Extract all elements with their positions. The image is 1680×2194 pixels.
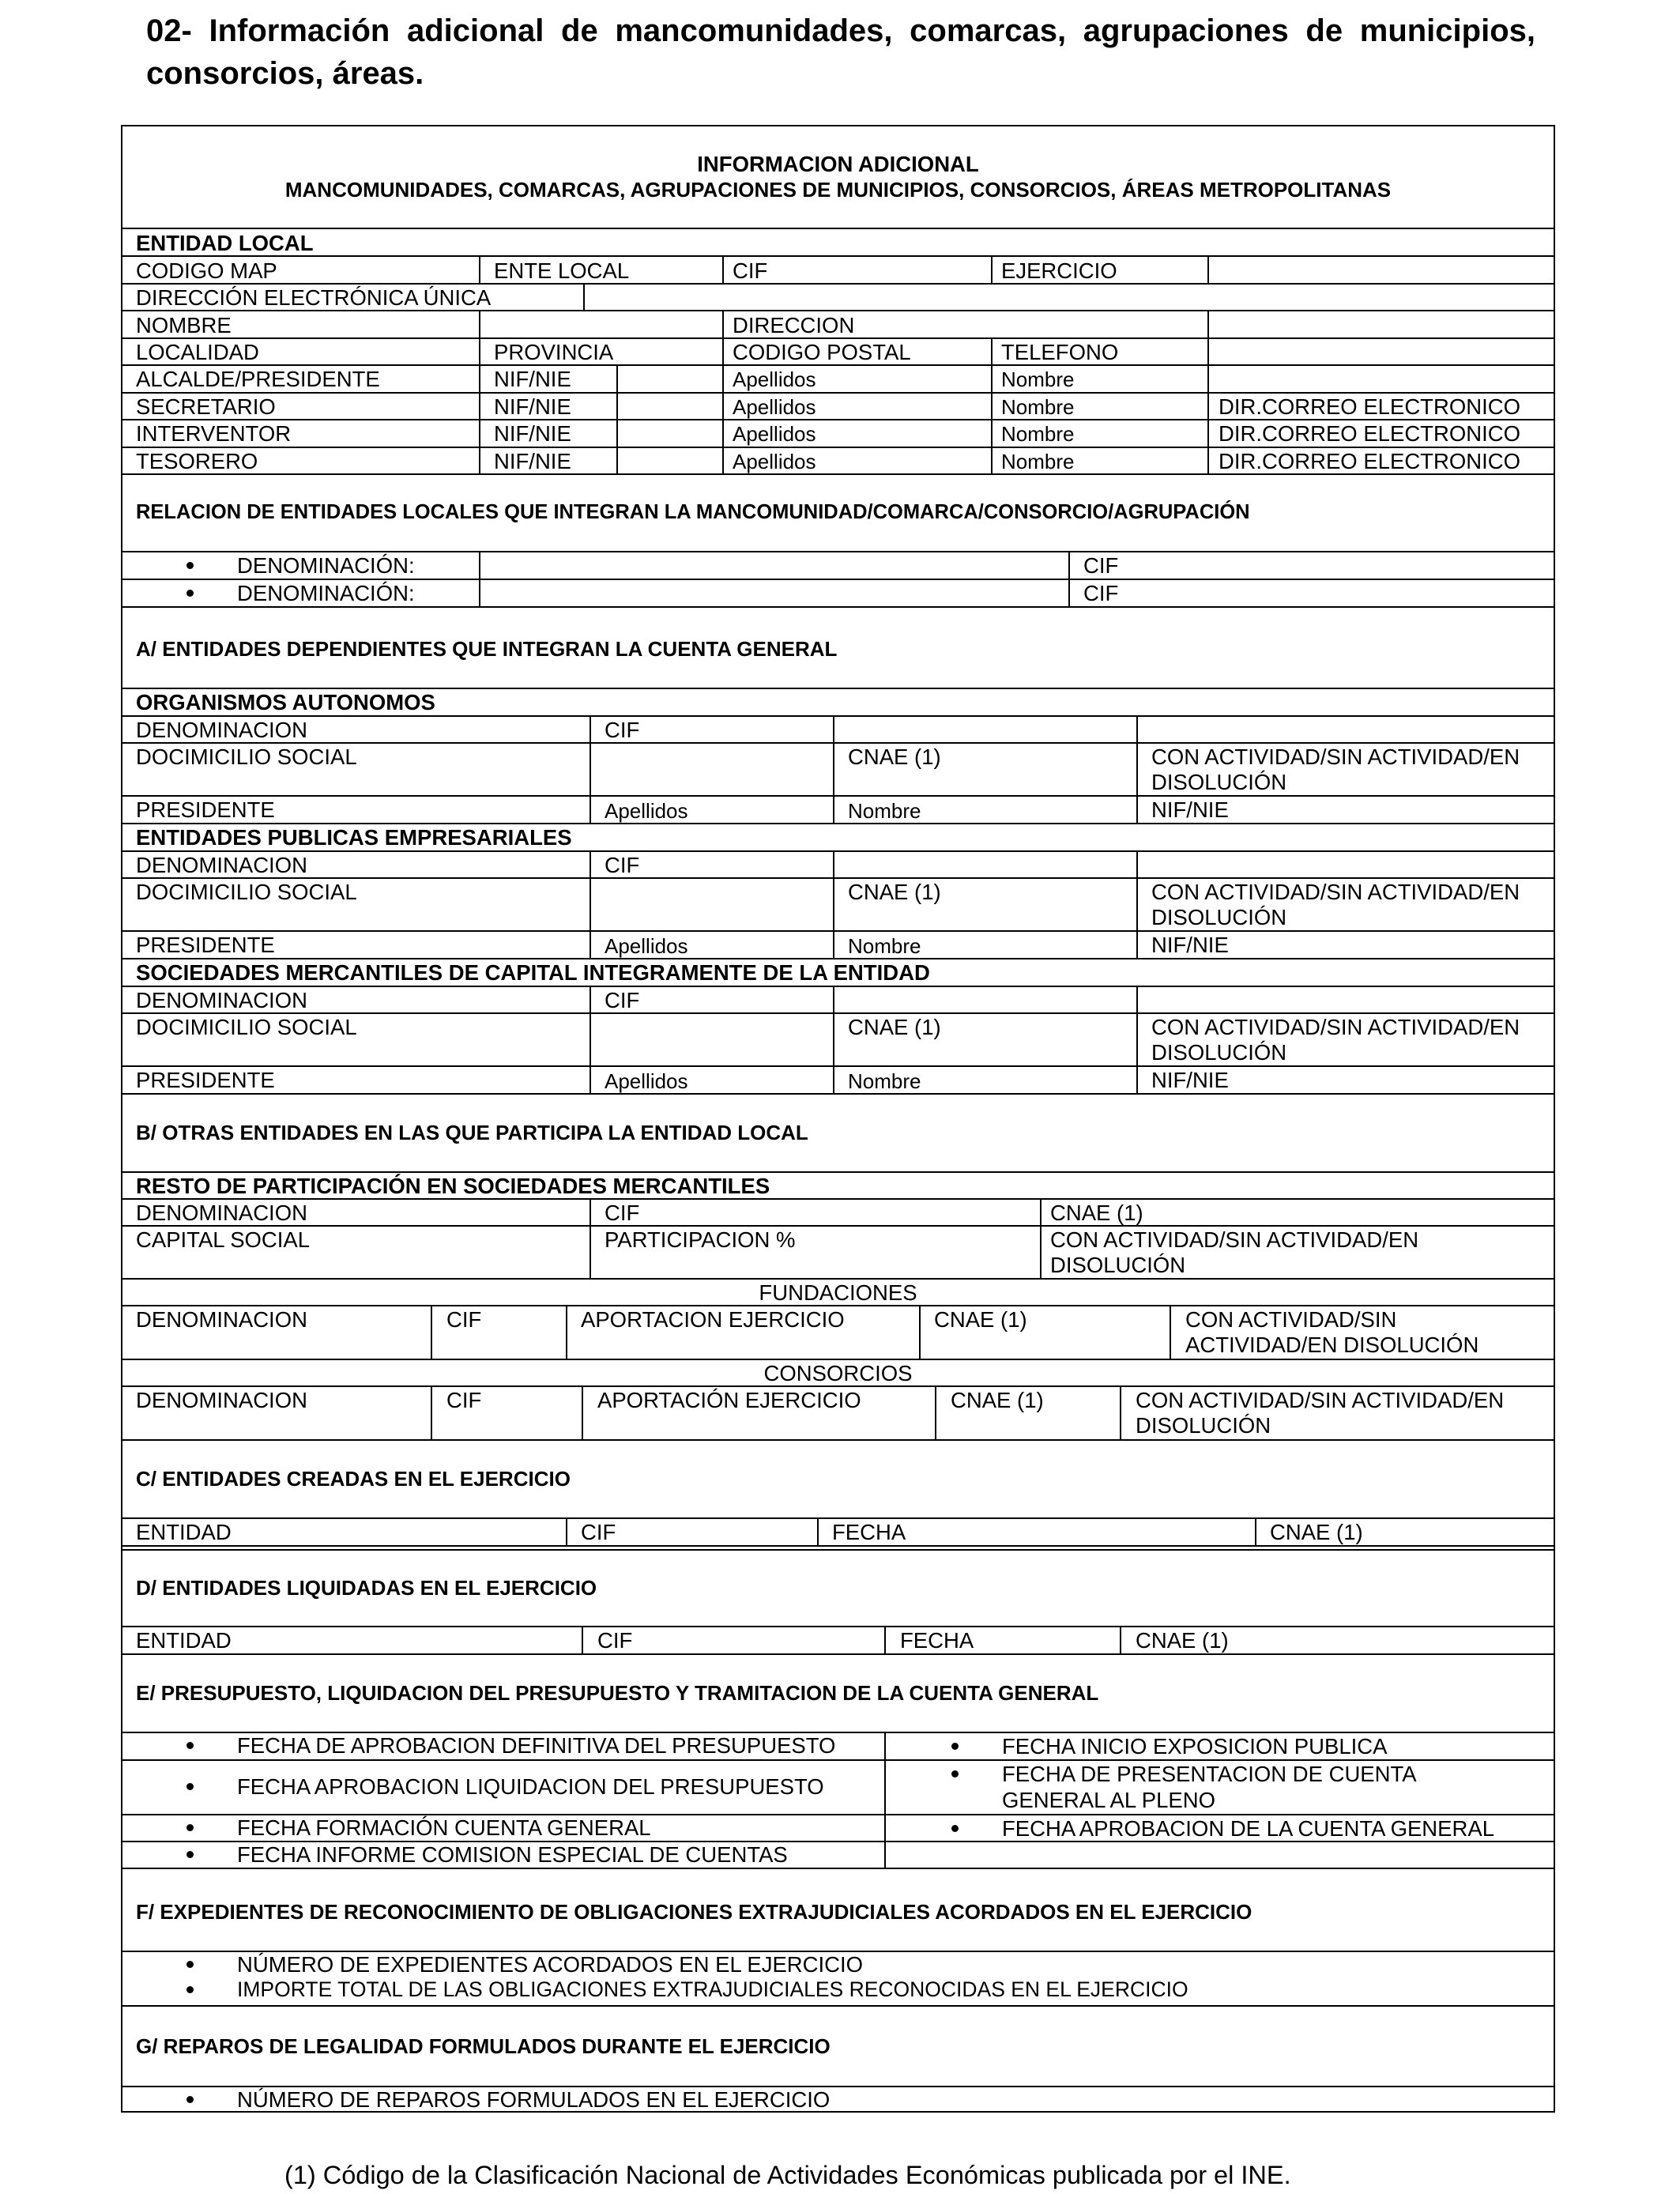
label-fecha: FECHA	[832, 1520, 906, 1544]
label-cnae: CNAE (1)	[848, 745, 941, 769]
bullet-icon	[186, 1783, 194, 1790]
grid-line	[121, 1626, 1555, 1627]
label-cif: CIF	[733, 258, 768, 283]
grid-line	[121, 1093, 1555, 1095]
grid-line	[722, 392, 724, 420]
label-cif: CIF	[597, 1628, 633, 1653]
grid-line	[590, 1065, 591, 1093]
grid-line	[1068, 579, 1070, 606]
label-localidad: LOCALIDAD	[136, 340, 259, 364]
grid-line	[566, 1517, 567, 1545]
grid-line	[991, 255, 993, 283]
label-fecha: FECHA	[900, 1628, 974, 1653]
label-cnae: CNAE (1)	[1050, 1201, 1143, 1225]
grid-line	[582, 1626, 583, 1653]
grid-line	[817, 1517, 819, 1545]
grid-line	[479, 310, 480, 337]
label-cnae: CNAE (1)	[951, 1388, 1044, 1412]
section-e-header: E/ PRESUPUESTO, LIQUIDACION DEL PRESUPUESTO Y TRAMITACION DE LA CUENTA GENERAL	[136, 1681, 1099, 1705]
official-nif: NIF/NIE	[494, 394, 571, 419]
label-actividad-cont: ACTIVIDAD/EN DISOLUCIÓN	[1185, 1333, 1479, 1357]
official-nif: NIF/NIE	[494, 448, 571, 473]
grid-line	[121, 986, 1555, 987]
section-c-header: C/ ENTIDADES CREADAS EN EL EJERCICIO	[136, 1467, 571, 1491]
label-nif: NIF/NIE	[1151, 797, 1229, 822]
grid-line	[1136, 930, 1138, 958]
section-g-header: G/ REPAROS DE LEGALIDAD FORMULADOS DURANTE EL EJERCICIO	[136, 2034, 831, 2058]
page-heading: 02- Información adicional de mancomunidades, comarcas, agrupaciones de municipios, consorcios, áreas.	[146, 13, 1535, 91]
grid-line	[833, 1065, 834, 1093]
official-email: DIR.CORREO ELECTRONICO	[1219, 421, 1520, 446]
e-right-item: FECHA APROBACION DE LA CUENTA GENERAL	[1002, 1816, 1494, 1841]
grid-line	[1136, 715, 1138, 742]
grid-line	[833, 986, 834, 1012]
e-left-item: FECHA APROBACION LIQUIDACION DEL PRESUPUESTO	[237, 1774, 824, 1799]
form-subtitle: MANCOMUNIDADES, COMARCAS, AGRUPACIONES DE MUNICIPIOS, CONSORCIOS, ÁREAS METROPOLITANAS	[284, 178, 1392, 202]
official-email: DIR.CORREO ELECTRONICO	[1219, 448, 1520, 473]
grid-line	[1120, 1385, 1121, 1439]
grid-line	[121, 1653, 1555, 1655]
bullet-icon	[951, 1825, 959, 1832]
grid-line	[833, 877, 834, 930]
grid-line	[431, 1385, 432, 1439]
official-email: DIR.CORREO ELECTRONICO	[1219, 394, 1520, 419]
label-actividad: CON ACTIVIDAD/SIN	[1185, 1307, 1397, 1332]
grid-line	[616, 447, 618, 474]
grid-line	[884, 1626, 886, 1653]
label-denominacion: DENOMINACION	[136, 718, 307, 742]
denominacion-label: DENOMINACIÓN:	[237, 553, 415, 578]
grid-line	[121, 2005, 1555, 2007]
official-role: INTERVENTOR	[136, 421, 292, 446]
grid-line	[722, 364, 724, 392]
label-cnae: CNAE (1)	[1136, 1628, 1229, 1653]
grid-line	[722, 310, 724, 337]
grid-line	[479, 579, 480, 606]
footnote: (1) Código de la Clasificación Nacional de Actividades Económicas publicada por el INE.	[284, 2161, 1291, 2189]
official-apellidos: Apellidos	[733, 394, 816, 419]
bullet-icon	[951, 1770, 959, 1777]
grid-line	[121, 1065, 1555, 1067]
section-d-header: D/ ENTIDADES LIQUIDADAS EN EL EJERCICIO	[136, 1576, 597, 1600]
e-right-item-cont: GENERAL AL PLENO	[1002, 1788, 1216, 1812]
grid-line	[1120, 1626, 1121, 1653]
label-cif: CIF	[581, 1520, 616, 1544]
grid-line	[833, 742, 834, 795]
grid-line	[833, 795, 834, 823]
label-direccion-electronica: DIRECCIÓN ELECTRÓNICA ÚNICA	[136, 285, 492, 310]
relacion-cif: CIF	[1083, 581, 1119, 605]
label-actividad-cont: DISOLUCIÓN	[1050, 1253, 1186, 1277]
official-role: SECRETARIO	[136, 394, 276, 419]
grid-line	[935, 1385, 936, 1439]
grid-line	[833, 930, 834, 958]
e-left-item: FECHA DE APROBACION DEFINITIVA DEL PRESUPUESTO	[237, 1733, 836, 1758]
label-actividad-cont: DISOLUCIÓN	[1151, 1040, 1287, 1065]
relacion-header: RELACION DE ENTIDADES LOCALES QUE INTEGRAN LA MANCOMUNIDAD/COMARCA/CONSORCIO/AGRUPACIÓN	[136, 501, 1250, 523]
f-item: IMPORTE TOTAL DE LAS OBLIGACIONES EXTRAJUDICIALES RECONOCIDAS EN EL EJERCICIO	[237, 1977, 1188, 2001]
label-apellidos: Apellidos	[605, 799, 688, 823]
label-cif: CIF	[605, 988, 640, 1012]
grid-line	[1255, 1517, 1256, 1545]
label-cif: CIF	[446, 1307, 482, 1332]
grid-line	[991, 447, 993, 474]
e-left-item: FECHA INFORME COMISION ESPECIAL DE CUENTAS	[237, 1842, 788, 1867]
entidad-local-header: ENTIDAD LOCAL	[136, 231, 314, 255]
section-b-header: B/ OTRAS ENTIDADES EN LAS QUE PARTICIPA LA ENTIDAD LOCAL	[136, 1121, 808, 1144]
grid-line	[121, 930, 1555, 932]
bullet-icon	[951, 1743, 959, 1750]
grid-line	[616, 364, 618, 392]
grid-line	[1207, 310, 1209, 337]
grid-line	[121, 1549, 1555, 1551]
label-nombre: Nombre	[848, 799, 921, 823]
e-right-item: FECHA INICIO EXPOSICION PUBLICA	[1002, 1734, 1388, 1759]
grid-line	[479, 392, 480, 420]
grid-line	[1136, 742, 1138, 795]
grid-line	[590, 986, 591, 1012]
grid-line	[590, 795, 591, 823]
grid-line	[121, 228, 1555, 229]
grid-line	[1170, 1305, 1171, 1359]
grid-line	[884, 1732, 886, 1868]
label-ente-local: ENTE LOCAL	[494, 258, 630, 283]
grid-line	[590, 930, 591, 958]
label-nombre: Nombre	[848, 1069, 921, 1093]
grid-line	[1040, 1198, 1042, 1278]
grid-line	[431, 1305, 432, 1359]
bullet-icon	[186, 1851, 194, 1858]
grid-line	[566, 1305, 567, 1359]
grid-line	[583, 283, 585, 310]
official-nombre: Nombre	[1001, 394, 1075, 419]
grid-line	[833, 715, 834, 742]
official-role: TESORERO	[136, 448, 258, 473]
label-codigo-map: CODIGO MAP	[136, 258, 277, 283]
grid-line	[991, 419, 993, 447]
label-cif: CIF	[605, 1201, 640, 1225]
relacion-cif: CIF	[1083, 553, 1119, 578]
grid-line	[1207, 364, 1209, 392]
grid-line	[991, 364, 993, 392]
grid-line	[479, 337, 480, 364]
grid-line	[479, 255, 480, 283]
label-aportacion: APORTACION EJERCICIO	[581, 1307, 845, 1332]
fundaciones-title: FUNDACIONES	[759, 1280, 917, 1305]
official-nombre: Nombre	[1001, 422, 1075, 446]
label-actividad-cont: DISOLUCIÓN	[1136, 1413, 1271, 1438]
form-title: INFORMACION ADICIONAL	[697, 152, 979, 176]
bullet-icon	[186, 2096, 194, 2103]
official-nombre: Nombre	[1001, 449, 1075, 473]
label-cif: CIF	[605, 718, 640, 742]
label-nif: NIF/NIE	[1151, 933, 1229, 957]
official-nombre: Nombre	[1001, 368, 1075, 391]
label-domicilio-social: DOCIMICILIO SOCIAL	[136, 745, 357, 769]
label-apellidos: Apellidos	[605, 1069, 688, 1093]
grid-line	[722, 255, 724, 283]
bullet-icon	[186, 1961, 194, 1968]
label-denominacion: DENOMINACION	[136, 1388, 307, 1412]
official-role: ALCALDE/PRESIDENTE	[136, 367, 380, 391]
bullet-icon	[186, 1986, 194, 1993]
grid-line	[121, 1198, 1555, 1200]
label-presidente: PRESIDENTE	[136, 933, 275, 957]
grid-line	[590, 850, 591, 877]
grid-line	[616, 392, 618, 420]
bullet-icon	[186, 562, 194, 569]
grid-line	[1207, 447, 1209, 474]
official-apellidos: Apellidos	[733, 449, 816, 473]
grid-line	[121, 1868, 1555, 1869]
label-direccion: DIRECCION	[733, 313, 855, 337]
grid-line	[1068, 551, 1070, 579]
label-entidad: ENTIDAD	[136, 1520, 232, 1544]
label-actividad-cont: DISOLUCIÓN	[1151, 770, 1287, 794]
grid-line	[1207, 392, 1209, 420]
label-denominacion: DENOMINACION	[136, 1201, 307, 1225]
label-cif: CIF	[446, 1388, 482, 1412]
grid-line	[121, 1545, 1555, 1547]
grid-line	[919, 1305, 921, 1359]
grid-line	[1136, 1012, 1138, 1065]
denominacion-label: DENOMINACIÓN:	[237, 581, 415, 605]
grid-line	[121, 715, 1555, 717]
label-cnae: CNAE (1)	[1270, 1520, 1363, 1544]
grid-line	[833, 850, 834, 877]
grid-line	[1207, 255, 1209, 283]
grid-line	[1136, 795, 1138, 823]
label-denominacion: DENOMINACION	[136, 988, 307, 1012]
label-codigo-postal: CODIGO POSTAL	[733, 340, 911, 364]
label-actividad: CON ACTIVIDAD/SIN ACTIVIDAD/EN	[1151, 880, 1520, 904]
grid-line	[590, 1012, 591, 1065]
grid-line	[121, 1439, 1555, 1441]
grid-line	[991, 337, 993, 364]
label-cnae: CNAE (1)	[848, 880, 941, 904]
official-nif: NIF/NIE	[494, 421, 571, 446]
label-actividad: CON ACTIVIDAD/SIN ACTIVIDAD/EN	[1136, 1388, 1505, 1412]
grid-line	[1136, 850, 1138, 877]
grid-line	[991, 392, 993, 420]
grid-line	[590, 715, 591, 742]
official-nif: NIF/NIE	[494, 367, 571, 391]
grid-line	[833, 1012, 834, 1065]
grid-line	[722, 337, 724, 364]
consorcios-title: CONSORCIOS	[763, 1361, 913, 1385]
grid-line	[1136, 1065, 1138, 1093]
label-denominacion: DENOMINACION	[136, 1307, 307, 1332]
grid-line	[121, 255, 1555, 257]
label-entidad: ENTIDAD	[136, 1628, 232, 1653]
grid-line	[1207, 337, 1209, 364]
label-presidente: PRESIDENTE	[136, 1068, 275, 1092]
label-denominacion: DENOMINACION	[136, 853, 307, 877]
label-actividad: CON ACTIVIDAD/SIN ACTIVIDAD/EN	[1151, 1015, 1520, 1039]
label-provincia: PROVINCIA	[494, 340, 614, 364]
grid-line	[590, 1198, 591, 1278]
label-nombre: Nombre	[848, 934, 921, 958]
label-cnae: CNAE (1)	[848, 1015, 941, 1039]
bullet-icon	[186, 1742, 194, 1749]
label-cif: CIF	[605, 853, 640, 877]
label-actividad: CON ACTIVIDAD/SIN ACTIVIDAD/EN	[1050, 1227, 1419, 1252]
label-capital-social: CAPITAL SOCIAL	[136, 1227, 311, 1252]
g-item: NÚMERO DE REPAROS FORMULADOS EN EL EJERCICIO	[237, 2087, 831, 2112]
section-a-header: A/ ENTIDADES DEPENDIENTES QUE INTEGRAN LA CUENTA GENERAL	[136, 637, 838, 661]
grid-line	[121, 606, 1555, 608]
grid-line	[722, 419, 724, 447]
label-nif: NIF/NIE	[1151, 1068, 1229, 1092]
label-cnae: CNAE (1)	[934, 1307, 1027, 1332]
grid-line	[1136, 986, 1138, 1012]
grid-line	[590, 742, 591, 795]
grid-line	[121, 850, 1555, 852]
bullet-icon	[186, 590, 194, 597]
grid-line	[121, 795, 1555, 797]
label-domicilio-social: DOCIMICILIO SOCIAL	[136, 1015, 357, 1039]
label-presidente: PRESIDENTE	[136, 797, 275, 822]
label-telefono: TELEFONO	[1001, 340, 1119, 364]
grid-line	[590, 877, 591, 930]
f-item: NÚMERO DE EXPEDIENTES ACORDADOS EN EL EJERCICIO	[237, 1952, 864, 1977]
official-apellidos: Apellidos	[733, 422, 816, 446]
grid-line	[1207, 419, 1209, 447]
official-apellidos: Apellidos	[733, 368, 816, 391]
label-participacion: PARTICIPACION %	[605, 1227, 796, 1252]
grid-line	[582, 1385, 583, 1439]
section-a-block-title: ENTIDADES PUBLICAS EMPRESARIALES	[136, 825, 572, 850]
label-actividad-cont: DISOLUCIÓN	[1151, 905, 1287, 929]
grid-line	[1136, 877, 1138, 930]
label-aportacion: APORTACIÓN EJERCICIO	[597, 1388, 861, 1412]
label-apellidos: Apellidos	[605, 934, 688, 958]
section-a-block-title: ORGANISMOS AUTONOMOS	[136, 690, 435, 714]
grid-line	[479, 419, 480, 447]
label-actividad: CON ACTIVIDAD/SIN ACTIVIDAD/EN	[1151, 745, 1520, 769]
label-nombre: NOMBRE	[136, 313, 232, 337]
grid-line	[722, 447, 724, 474]
grid-line	[479, 551, 480, 579]
e-right-item: FECHA DE PRESENTACION DE CUENTA	[1002, 1762, 1417, 1786]
grid-line	[616, 419, 618, 447]
label-ejercicio: EJERCICIO	[1001, 258, 1117, 283]
section-a-block-title: SOCIEDADES MERCANTILES DE CAPITAL INTEGRAMENTE DE LA ENTIDAD	[136, 960, 930, 985]
section-f-header: F/ EXPEDIENTES DE RECONOCIMIENTO DE OBLIGACIONES EXTRAJUDICIALES ACORDADOS EN EL EJERCICIO	[136, 1900, 1252, 1924]
label-domicilio-social: DOCIMICILIO SOCIAL	[136, 880, 357, 904]
e-left-item: FECHA FORMACIÓN CUENTA GENERAL	[237, 1815, 651, 1840]
grid-line	[479, 364, 480, 392]
grid-line	[479, 447, 480, 474]
bullet-icon	[186, 1824, 194, 1831]
resto-title: RESTO DE PARTICIPACIÓN EN SOCIEDADES MERCANTILES	[136, 1174, 770, 1198]
